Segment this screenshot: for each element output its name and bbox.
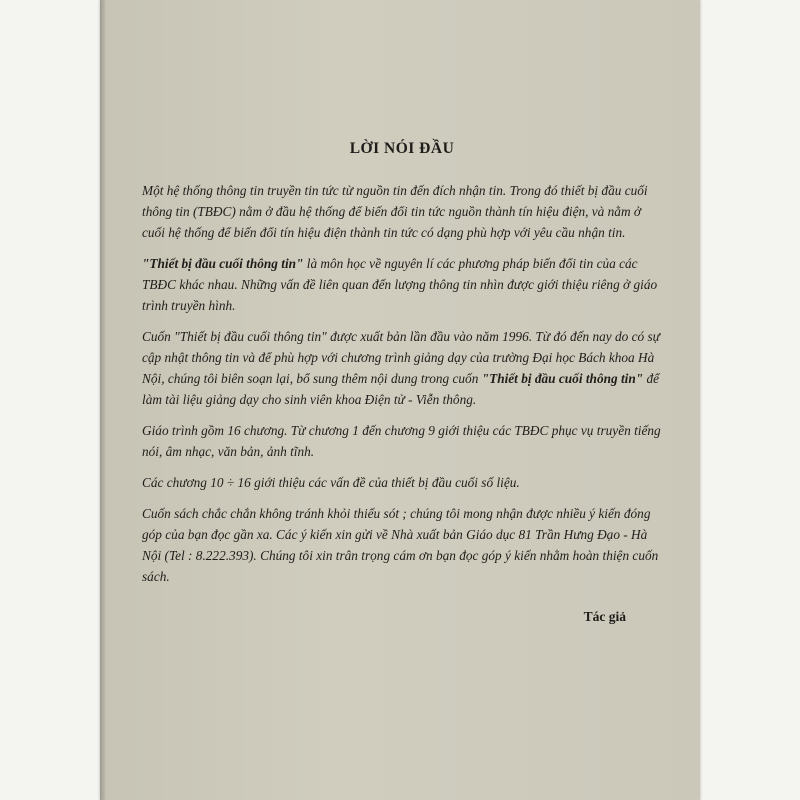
paragraph-4: Giáo trình gồm 16 chương. Từ chương 1 đến chương 9 giới thiệu các TBĐC phục vụ truyền tiếng nói, âm nhạc, văn bản, ảnh tĩnh. xyxy=(142,423,661,459)
page-edge-shadow xyxy=(100,0,106,800)
paragraph-5: Các chương 10 ÷ 16 giới thiệu các vấn đề của thiết bị đầu cuối số liệu. xyxy=(142,475,520,490)
paragraph-6: Cuốn sách chắc chắn không tránh khỏi thiếu sót ; chúng tôi mong nhận được nhiều ý kiến đóng góp của bạn đọc gần xa. Các ý kiến xin gửi về Nhà xuất bản Giáo dục 81 Trần Hưng Đạo - Hà Nội (Tel : 8.222.393). Chúng tôi xin trân trọng cám ơn bạn đọc góp ý kiến nhằm hoàn thiện cuốn sách. xyxy=(142,506,659,584)
paragraph-1: Một hệ thống thông tin truyền tin tức từ nguồn tin đến đích nhận tin. Trong đó thiết bị đầu cuối thông tin (TBĐC) nằm ở đầu hệ thống để biến đổi tin tức nguồn thành tín hiệu điện, và nằm ở cuối hệ thống để biến đổi tín hiệu điện thành tin tức có dạng phù hợp với yêu cầu nhận tin. xyxy=(142,183,648,240)
page-title: LỜI NÓI ĐẦU xyxy=(349,140,455,157)
paragraph-3-text-b: để làm tài liệu giảng dạy cho sinh viên khoa Điện tử - Viễn thông. xyxy=(142,371,659,407)
paragraph-3-text-a: Cuốn "Thiết bị đầu cuối thông tin" được xuất bản lần đầu vào năm 1996. Từ đó đến nay do có sự cập nhật thông tin và để phù hợp với chương trình giảng dạy của trường Đại học Bách khoa Hà Nội, chúng tôi biên soạn lại, bổ sung thêm nội dung trong cuốn xyxy=(142,329,660,386)
book-title-bold: "Thiết bị đầu cuối thông tin" xyxy=(142,256,304,271)
author-signature: Tác giả xyxy=(583,609,626,624)
preface-content xyxy=(142,140,662,625)
book-page xyxy=(100,0,700,800)
paragraph-3 xyxy=(142,326,662,410)
book-title-bold-2: "Thiết bị đầu cuối thông tin" xyxy=(481,371,644,386)
paragraph-2 xyxy=(142,253,662,316)
paragraph-2-text: là môn học về nguyên lí các phương pháp biến đổi tin của các TBĐC khác nhau. Những vấn đề liên quan đến lượng thông tin nhìn được giới thiệu riêng ở giáo trình truyền hình. xyxy=(142,256,658,313)
